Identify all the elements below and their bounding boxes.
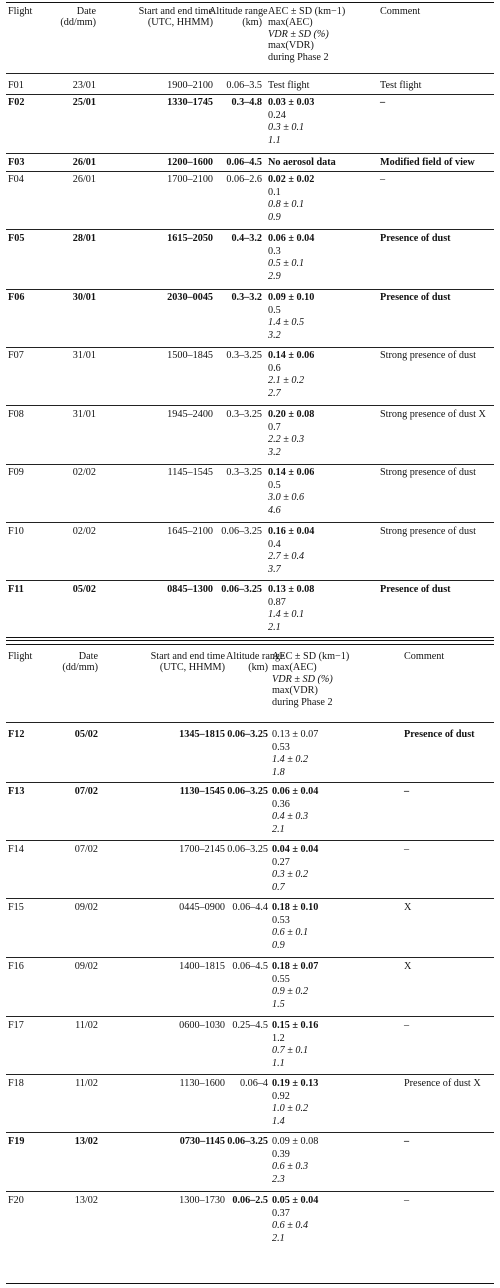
cell-comment: Strong presence of dust — [380, 350, 476, 361]
cell-flight: F19 — [8, 1136, 25, 1147]
cell-aec-block — [272, 1195, 318, 1245]
cell-comment: – — [404, 1195, 410, 1206]
cell-aec-block — [272, 1136, 318, 1186]
cell-altitude: 0.3–3.25 — [226, 409, 262, 420]
cell-aec: 0.14 ± 0.06 — [268, 467, 315, 478]
cell-max-vdr: 0.9 — [268, 211, 281, 223]
cell-vdr: 1.4 ± 0.2 — [272, 754, 309, 765]
table-rule — [6, 722, 494, 723]
header-aec-line: max(VDR) — [272, 685, 318, 697]
cell-vdr: 0.3 ± 0.2 — [272, 869, 309, 880]
cell-max-vdr: 2.1 — [272, 1232, 285, 1244]
header-time-line: (UTC, HHMM) — [147, 17, 213, 29]
cell-aec: No aerosol data — [268, 157, 336, 168]
cell-flight: F20 — [8, 1195, 24, 1206]
cell-aec-block — [272, 729, 318, 779]
cell-comment: Presence of dust — [380, 584, 451, 595]
cell-altitude: 0.06–2.6 — [226, 174, 262, 185]
cell-vdr: 3.0 ± 0.6 — [268, 492, 305, 503]
cell-comment: – — [404, 786, 410, 797]
table-rule — [6, 1016, 494, 1017]
cell-time: 1200–1600 — [167, 157, 213, 168]
header-flight: Flight — [8, 651, 33, 662]
table-rule — [6, 1283, 494, 1284]
cell-aec: 0.04 ± 0.04 — [272, 844, 319, 855]
cell-time: 1700–2145 — [179, 844, 225, 855]
cell-max-vdr: 2.9 — [268, 270, 281, 282]
cell-time: 1130–1600 — [179, 1078, 225, 1089]
header-aec-line: during Phase 2 — [272, 696, 333, 708]
cell-altitude: 0.06–3.25 — [227, 844, 268, 855]
cell-altitude: 0.06–4.5 — [226, 157, 262, 168]
header-comment: Comment — [380, 6, 421, 17]
header-aec — [272, 651, 349, 708]
cell-max-aec: 0.1 — [268, 186, 281, 198]
cell-max-aec: 0.87 — [268, 596, 286, 608]
cell-flight: F11 — [8, 584, 24, 595]
cell-max-aec: 0.27 — [272, 856, 290, 868]
cell-vdr: 0.5 ± 0.1 — [268, 258, 305, 269]
cell-aec-block — [272, 786, 318, 836]
cell-altitude: 0.06–3.5 — [226, 80, 262, 91]
table-rule — [6, 464, 494, 465]
cell-date: 09/02 — [74, 902, 98, 913]
cell-max-vdr: 3.2 — [268, 329, 281, 341]
cell-altitude: 0.06–3.25 — [227, 786, 268, 797]
cell-time: 0845–1300 — [167, 584, 213, 595]
cell-max-vdr: 1.5 — [272, 998, 285, 1010]
cell-max-vdr: 2.3 — [272, 1173, 285, 1185]
cell-altitude: 0.06–3.25 — [221, 526, 262, 537]
table-rule — [6, 229, 494, 230]
cell-flight: F07 — [8, 350, 24, 361]
cell-time: 1300–1730 — [179, 1195, 225, 1206]
table-rule — [6, 782, 494, 783]
header-aec — [268, 6, 345, 63]
cell-max-vdr: 1.8 — [272, 766, 285, 778]
table-rule — [6, 289, 494, 290]
cell-vdr: 1.4 ± 0.1 — [268, 609, 305, 620]
cell-aec: 0.20 ± 0.08 — [268, 409, 315, 420]
cell-date: 05/02 — [74, 729, 98, 740]
cell-max-aec: 0.3 — [268, 245, 281, 257]
header-date — [48, 651, 98, 674]
cell-max-aec: 0.5 — [268, 304, 281, 316]
header-aec-line: max(AEC) — [272, 662, 317, 674]
cell-max-aec: 0.39 — [272, 1148, 290, 1160]
cell-aec-block — [272, 961, 318, 1011]
cell-altitude: 0.06–4.4 — [232, 902, 268, 913]
cell-aec-block — [268, 526, 314, 576]
cell-comment: – — [404, 1136, 410, 1147]
table-rule — [6, 153, 494, 154]
header-time-line: Start and end time — [138, 6, 213, 17]
cell-vdr: 0.8 ± 0.1 — [268, 199, 305, 210]
cell-aec-block — [268, 584, 314, 634]
header-time-line: (UTC, HHMM) — [159, 662, 225, 674]
cell-vdr: 1.4 ± 0.5 — [268, 317, 305, 328]
cell-max-aec: 0.4 — [268, 538, 281, 550]
cell-flight: F12 — [8, 729, 25, 740]
cell-vdr: 1.0 ± 0.2 — [272, 1103, 309, 1114]
cell-flight: F08 — [8, 409, 24, 420]
cell-time: 1500–1845 — [167, 350, 213, 361]
table-rule — [6, 171, 494, 172]
cell-aec: 0.18 ± 0.07 — [272, 961, 319, 972]
cell-max-aec: 0.92 — [272, 1090, 290, 1102]
cell-vdr: 2.7 ± 0.4 — [268, 551, 305, 562]
cell-altitude: 0.06–3.25 — [221, 584, 262, 595]
table-rule — [6, 840, 494, 841]
cell-date: 31/01 — [72, 350, 96, 361]
cell-flight: F03 — [8, 157, 25, 168]
cell-max-aec: 1.2 — [272, 1032, 285, 1044]
cell-altitude: 0.3–3.2 — [231, 292, 262, 303]
cell-comment: Presence of dust — [380, 292, 451, 303]
cell-vdr: 2.1 ± 0.2 — [268, 375, 305, 386]
cell-flight: F17 — [8, 1020, 24, 1031]
cell-date: 11/02 — [75, 1078, 98, 1089]
cell-flight: F06 — [8, 292, 25, 303]
cell-max-vdr: 3.7 — [268, 563, 281, 575]
header-altitude — [226, 651, 285, 674]
header-altitude — [209, 6, 268, 29]
header-altitude-line: (km) — [248, 662, 268, 674]
cell-aec-block — [268, 409, 314, 459]
cell-date: 31/01 — [72, 409, 96, 420]
cell-date: 07/02 — [74, 786, 98, 797]
cell-max-vdr: 4.6 — [268, 504, 281, 516]
cell-time: 0730–1145 — [179, 1136, 225, 1147]
cell-comment: – — [380, 97, 386, 108]
cell-altitude: 0.25–4.5 — [232, 1020, 268, 1031]
cell-max-vdr: 1.1 — [268, 134, 281, 146]
header-time — [102, 651, 225, 674]
table-rule — [6, 644, 494, 645]
header-aec-line: max(VDR) — [268, 40, 314, 52]
header-aec-line: AEC ± SD (km−1) — [272, 651, 350, 662]
cell-max-vdr: 3.2 — [268, 446, 281, 458]
cell-date: 11/02 — [75, 1020, 98, 1031]
cell-max-vdr: 0.9 — [272, 939, 285, 951]
cell-max-aec: 0.53 — [272, 741, 290, 753]
cell-aec: 0.18 ± 0.10 — [272, 902, 319, 913]
header-time — [100, 6, 213, 29]
cell-comment: Strong presence of dust — [380, 526, 476, 537]
table-rule — [6, 2, 494, 3]
cell-vdr: 0.6 ± 0.3 — [272, 1161, 309, 1172]
cell-vdr: 0.7 ± 0.1 — [272, 1045, 309, 1056]
cell-date: 13/02 — [74, 1136, 98, 1147]
cell-date: 23/01 — [72, 80, 96, 91]
cell-max-vdr: 2.1 — [268, 621, 281, 633]
cell-aec: 0.13 ± 0.08 — [268, 584, 315, 595]
cell-altitude: 0.3–4.8 — [231, 97, 262, 108]
cell-time: 1645–2100 — [167, 526, 213, 537]
cell-aec-block — [268, 157, 336, 170]
cell-altitude: 0.06–3.25 — [227, 729, 268, 740]
cell-altitude: 0.3–3.25 — [226, 350, 262, 361]
cell-aec: 0.06 ± 0.04 — [272, 786, 319, 797]
header-altitude-line: Altitude range — [226, 651, 285, 662]
cell-flight: F13 — [8, 786, 25, 797]
cell-max-aec: 0.37 — [272, 1207, 290, 1219]
cell-max-aec: 0.36 — [272, 798, 290, 810]
cell-altitude: 0.06–4.5 — [232, 961, 268, 972]
table-rule — [6, 580, 494, 581]
table-rule — [6, 1191, 494, 1192]
cell-time: 1700–2100 — [167, 174, 213, 185]
cell-altitude: 0.06–3.25 — [227, 1136, 268, 1147]
cell-max-aec: 0.7 — [268, 421, 281, 433]
header-aec-line: VDR ± SD (%) — [268, 28, 329, 40]
cell-flight: F10 — [8, 526, 24, 537]
cell-vdr: 0.6 ± 0.1 — [272, 927, 309, 938]
header-date-line: (dd/mm) — [60, 17, 96, 29]
cell-aec: 0.19 ± 0.13 — [272, 1078, 319, 1089]
cell-time: 2030–0045 — [167, 292, 213, 303]
table-rule — [6, 640, 494, 641]
cell-max-vdr: 1.1 — [272, 1057, 285, 1069]
cell-aec-block — [268, 97, 314, 147]
cell-aec: 0.15 ± 0.16 — [272, 1020, 319, 1031]
table-rule — [6, 94, 494, 95]
cell-date: 26/01 — [72, 157, 96, 168]
cell-flight: F16 — [8, 961, 24, 972]
cell-max-vdr: 2.7 — [268, 387, 281, 399]
cell-comment: Strong presence of dust X — [380, 409, 486, 420]
cell-comment: Presence of dust X — [404, 1078, 481, 1089]
cell-flight: F01 — [8, 80, 24, 91]
cell-flight: F18 — [8, 1078, 24, 1089]
cell-max-vdr: 1.4 — [272, 1115, 285, 1127]
cell-date: 09/02 — [74, 961, 98, 972]
header-altitude-line: (km) — [242, 17, 262, 29]
cell-altitude: 0.06–2.5 — [232, 1195, 268, 1206]
header-aec-line: AEC ± SD (km−1) — [268, 6, 346, 17]
cell-aec-block — [268, 174, 314, 224]
cell-aec: 0.06 ± 0.04 — [268, 233, 315, 244]
cell-max-aec: 0.55 — [272, 973, 290, 985]
cell-vdr: 0.6 ± 0.4 — [272, 1220, 309, 1231]
cell-time: 1900–2100 — [167, 80, 213, 91]
cell-date: 13/02 — [74, 1195, 98, 1206]
cell-comment: Strong presence of dust — [380, 467, 476, 478]
cell-max-vdr: 0.7 — [272, 881, 285, 893]
cell-aec-block — [268, 80, 309, 93]
cell-time: 1345–1815 — [179, 729, 225, 740]
table-rule — [6, 347, 494, 348]
cell-flight: F09 — [8, 467, 24, 478]
table-rule — [6, 1074, 494, 1075]
cell-max-aec: 0.6 — [268, 362, 281, 374]
cell-aec: 0.16 ± 0.04 — [268, 526, 315, 537]
table-rule — [6, 522, 494, 523]
cell-aec: 0.09 ± 0.10 — [268, 292, 315, 303]
cell-date: 30/01 — [72, 292, 96, 303]
cell-altitude: 0.3–3.25 — [226, 467, 262, 478]
table-rule — [6, 405, 494, 406]
cell-time: 0445–0900 — [179, 902, 225, 913]
cell-comment: Presence of dust — [404, 729, 475, 740]
header-aec-line: VDR ± SD (%) — [272, 673, 333, 685]
cell-vdr: 0.9 ± 0.2 — [272, 986, 309, 997]
cell-aec-block — [268, 292, 314, 342]
cell-time: 1615–2050 — [167, 233, 213, 244]
cell-vdr: 0.4 ± 0.3 — [272, 811, 309, 822]
cell-time: 0600–1030 — [179, 1020, 225, 1031]
cell-flight: F04 — [8, 174, 24, 185]
cell-comment: – — [404, 1020, 410, 1031]
cell-aec: 0.05 ± 0.04 — [272, 1195, 319, 1206]
cell-date: 05/02 — [72, 584, 96, 595]
cell-aec: 0.09 ± 0.08 — [272, 1136, 319, 1147]
cell-date: 28/01 — [72, 233, 96, 244]
header-aec-line: during Phase 2 — [268, 51, 329, 63]
cell-aec-block — [268, 467, 314, 517]
cell-aec: 0.14 ± 0.06 — [268, 350, 315, 361]
cell-comment: Test flight — [380, 80, 422, 91]
cell-aec-block — [272, 1020, 318, 1070]
cell-date: 26/01 — [72, 174, 96, 185]
cell-time: 1330–1745 — [167, 97, 213, 108]
cell-time: 1945–2400 — [167, 409, 213, 420]
cell-comment: – — [404, 844, 410, 855]
cell-aec: 0.02 ± 0.02 — [268, 174, 315, 185]
cell-max-aec: 0.5 — [268, 479, 281, 491]
cell-comment: – — [380, 174, 386, 185]
cell-max-vdr: 2.1 — [272, 823, 285, 835]
header-date-line: Date — [76, 6, 96, 17]
cell-aec: 0.13 ± 0.07 — [272, 729, 319, 740]
header-date-line: (dd/mm) — [62, 662, 98, 674]
cell-time: 1130–1545 — [179, 786, 225, 797]
table-rule — [6, 957, 494, 958]
cell-time: 1400–1815 — [179, 961, 225, 972]
cell-aec-block — [268, 350, 314, 400]
cell-vdr: 2.2 ± 0.3 — [268, 434, 305, 445]
table-rule — [6, 73, 494, 74]
cell-aec-block — [272, 1078, 318, 1128]
cell-comment: Presence of dust — [380, 233, 451, 244]
header-date-line: Date — [78, 651, 98, 662]
cell-aec-block — [272, 902, 318, 952]
cell-flight: F14 — [8, 844, 24, 855]
table-rule — [6, 637, 494, 638]
cell-date: 02/02 — [72, 467, 96, 478]
cell-aec-block — [268, 233, 314, 283]
cell-aec: 0.03 ± 0.03 — [268, 97, 315, 108]
cell-comment: Modified field of view — [380, 157, 475, 168]
cell-comment: X — [404, 961, 412, 972]
cell-aec: Test flight — [268, 80, 310, 91]
cell-date: 02/02 — [72, 526, 96, 537]
cell-time: 1145–1545 — [167, 467, 213, 478]
cell-max-aec: 0.53 — [272, 914, 290, 926]
header-time-line: Start and end time — [150, 651, 225, 662]
cell-date: 25/01 — [72, 97, 96, 108]
cell-date: 07/02 — [74, 844, 98, 855]
cell-max-aec: 0.24 — [268, 109, 286, 121]
header-aec-line: max(AEC) — [268, 17, 313, 29]
cell-altitude: 0.06–4 — [239, 1078, 268, 1089]
cell-flight: F15 — [8, 902, 24, 913]
header-date — [46, 6, 96, 29]
header-comment: Comment — [404, 651, 445, 662]
cell-flight: F02 — [8, 97, 25, 108]
header-altitude-line: Altitude range — [209, 6, 268, 17]
cell-aec-block — [272, 844, 318, 894]
cell-vdr: 0.3 ± 0.1 — [268, 122, 305, 133]
table-rule — [6, 1132, 494, 1133]
cell-flight: F05 — [8, 233, 25, 244]
header-flight: Flight — [8, 6, 33, 17]
cell-altitude: 0.4–3.2 — [231, 233, 262, 244]
table-rule — [6, 898, 494, 899]
cell-comment: X — [404, 902, 412, 913]
